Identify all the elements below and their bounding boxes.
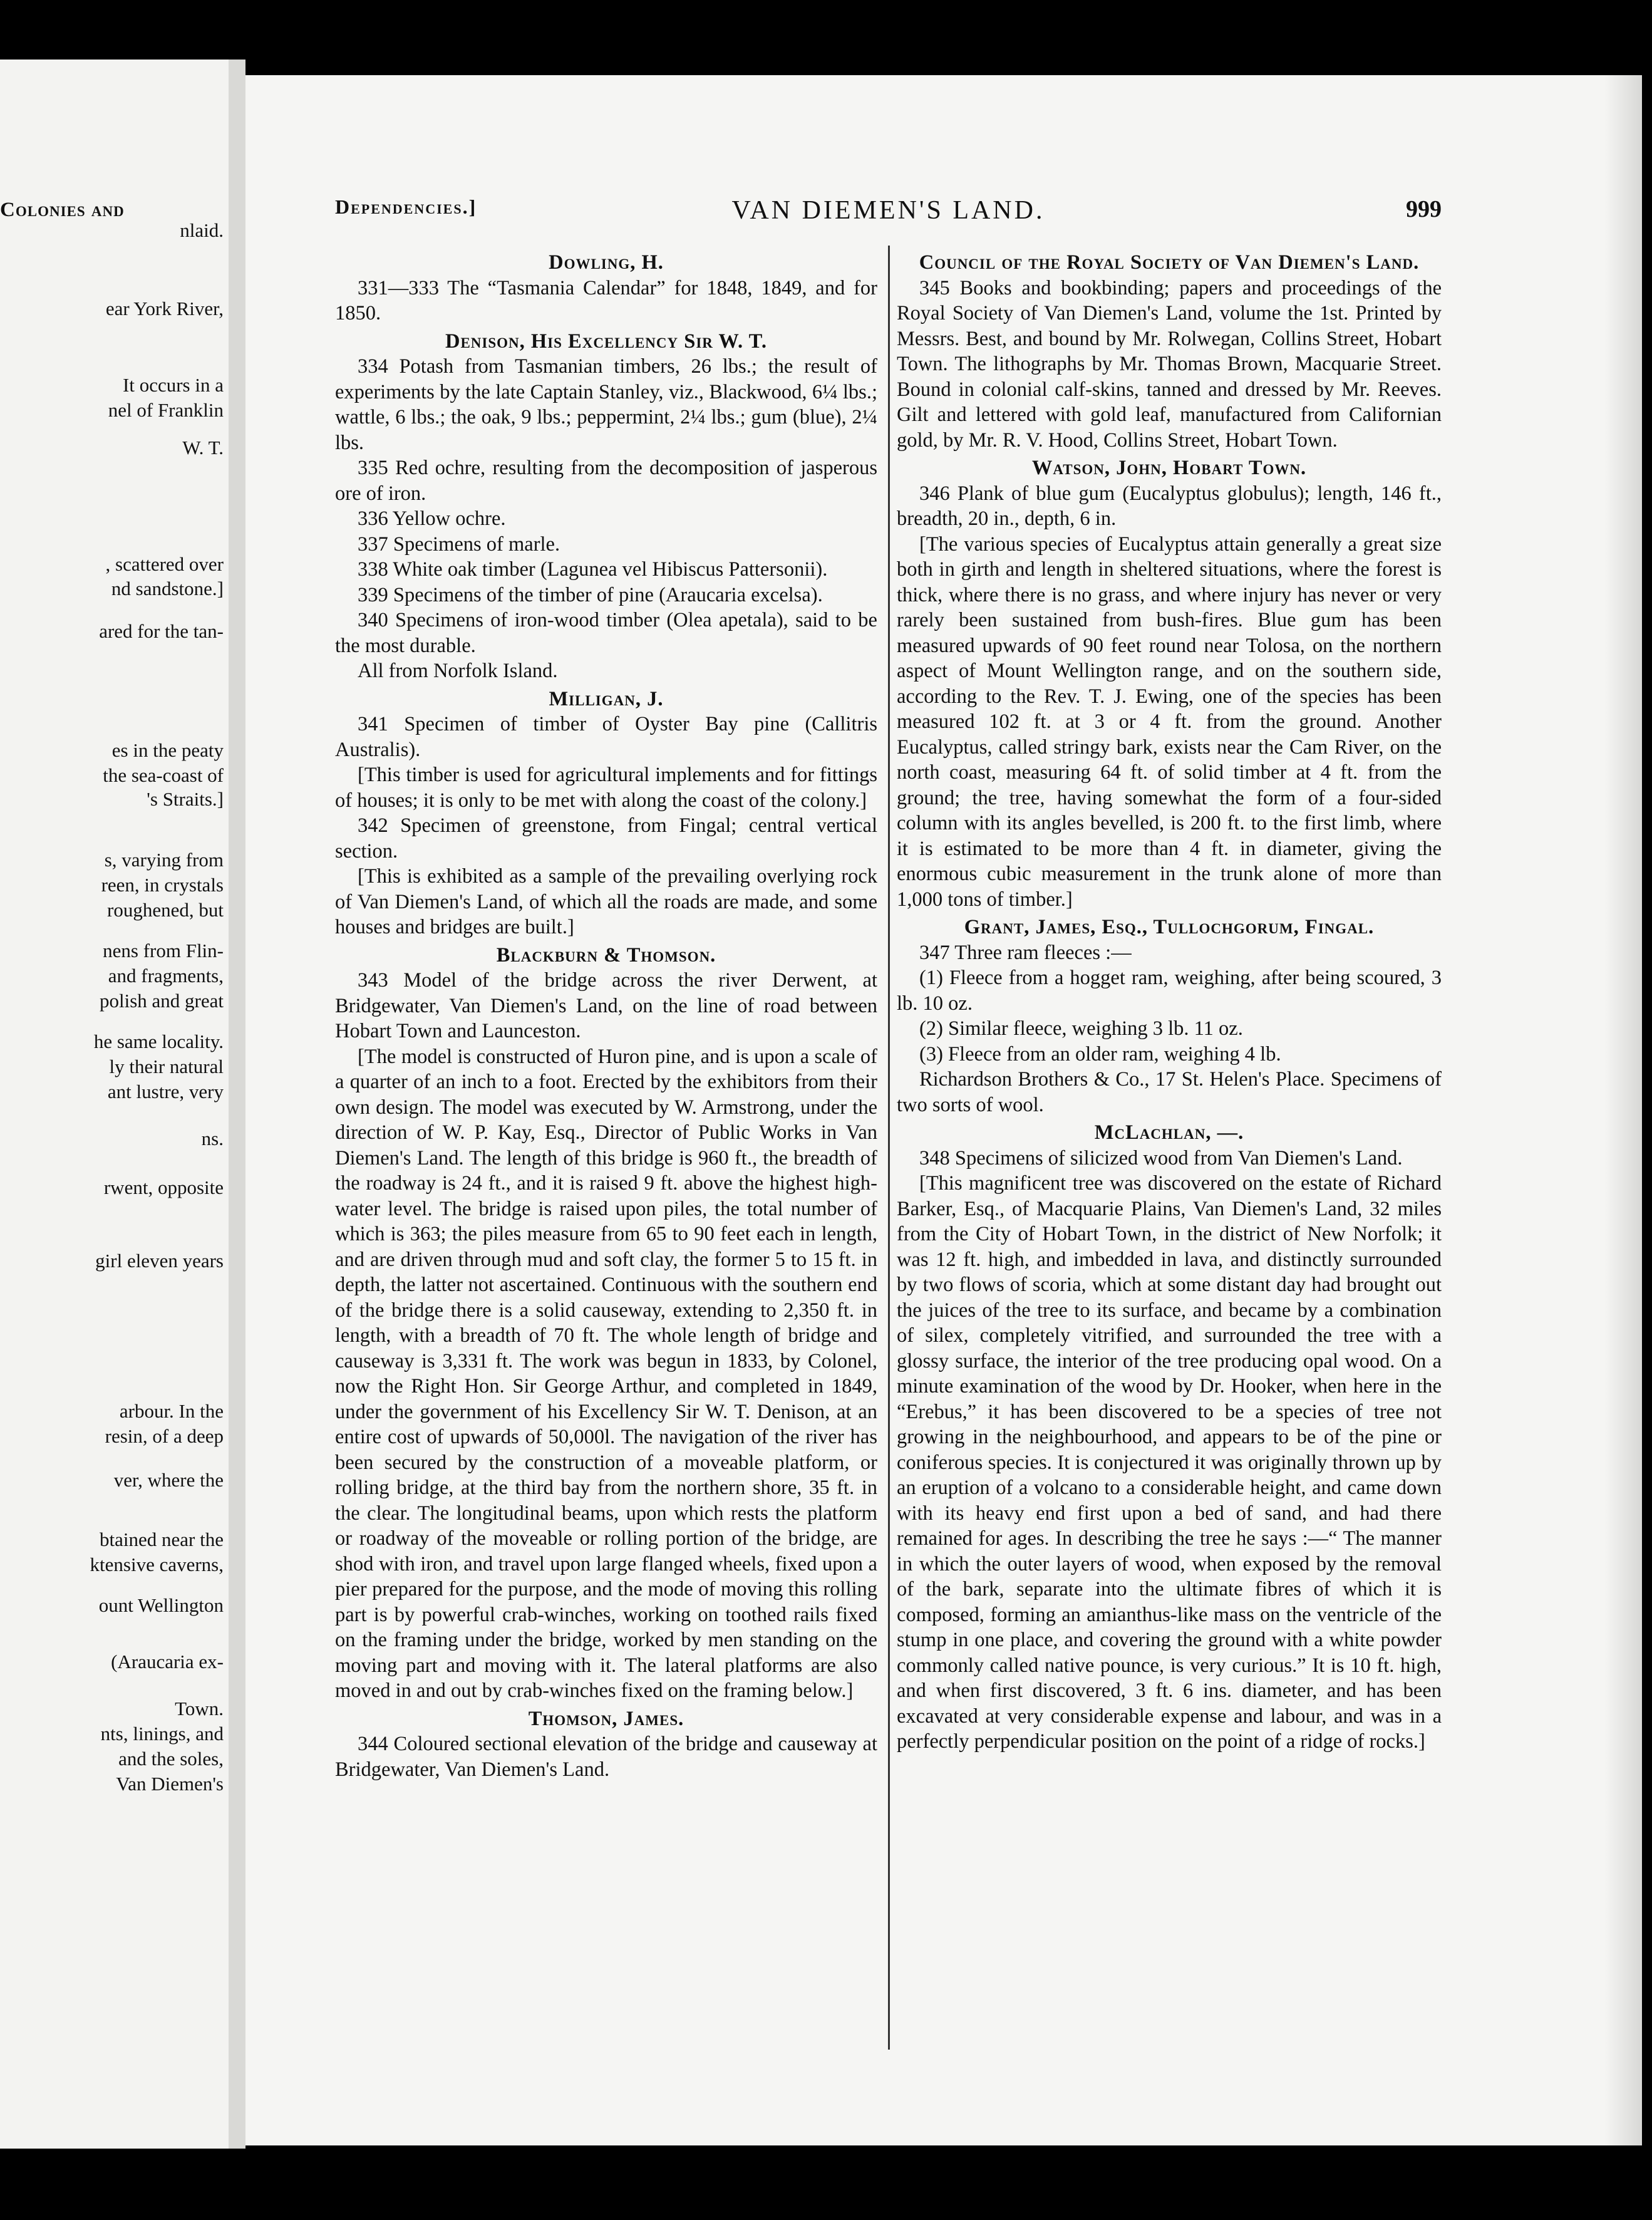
- entry-paragraph: 344 Coloured sectional elevation of the bridge and causeway at Bridgewater, Van Diemen's Land.: [335, 1733, 877, 1781]
- entry-paragraph: 342 Specimen of greenstone, from Fingal; central vertical section.: [335, 814, 877, 863]
- left-page-fragment-line: nd sandstone.]: [111, 578, 224, 599]
- left-page-fragment-line: (Araucaria ex-: [111, 1651, 224, 1673]
- left-page-fragment-line: roughened, but: [107, 899, 224, 921]
- left-page-fragment-line: Town.: [175, 1698, 224, 1719]
- entry-paragraph: 337 Specimens of marle.: [358, 532, 560, 556]
- left-page-fragment-line: nts, linings, and: [100, 1723, 224, 1745]
- left-page-fragment-line: es in the peaty: [111, 739, 224, 761]
- running-header-title: VAN DIEMEN'S LAND.: [731, 196, 1045, 225]
- left-page-fragment-line: rwent, opposite: [103, 1176, 224, 1198]
- left-page-fragment-line: ver, where the: [113, 1469, 224, 1491]
- left-page-fragment-line: resin, of a deep: [105, 1425, 224, 1447]
- left-page-fragment-line: It occurs in a: [123, 374, 224, 396]
- left-page-fragment-line: he same locality.: [93, 1030, 224, 1052]
- left-page-fragment-line: ly their natural: [109, 1056, 224, 1077]
- entry-paragraph: 331—333 The “Tasmania Calendar” for 1848, 1849, and for 1850.: [335, 276, 877, 324]
- left-page-fragment-line: , scattered over: [105, 553, 224, 575]
- entry-paragraph: 334 Potash from Tasmanian timbers, 26 lbs.; the result of experiments by the late Captain Stanley, viz., Blackwood, 6¼ lbs.; wattle, 6 lbs.; the oak, 9 lbs.; peppermint, 2¼ lbs.; gum (blue), 2¼ lbs.: [335, 355, 877, 454]
- book-gutter: [229, 60, 245, 2149]
- entry-paragraph: 338 White oak timber (Lagunea vel Hibiscus Pattersonii).: [358, 558, 828, 581]
- entry-paragraph: [The various species of Eucalyptus attain generally a great size both in girth and length in sheltered situations, where the forest is thick, where there is no grass, and where injury has never or very rarely been sustained from bush-fires. Blue gum has been measured upwards of 90 feet round near Tolosa, on the northern aspect of Mount Wellington range, and on the southern side, according to the Rev. T. J. Ewing, one of the species has been measured 102 ft. at 3 or 4 ft. from the ground. Another Eucalyptus, called stringy bark, exists near the Cam River, on the north coast, measuring 64 ft. of solid timber at 4 ft. from the ground; the tree, having somewhat the form of a four-sided column with its angles bevelled, is 200 ft. to the first limb, where it is estimated to be more than 4 ft. in diameter, giving the enormous cubic measurement in the trunk alone of more than 1,000 tons of timber.]: [897, 532, 1442, 911]
- exhibitor-heading: Thomson, James.: [528, 1707, 684, 1730]
- left-page-header: Colonies and: [0, 199, 125, 221]
- left-page-fragment-line: ns.: [201, 1128, 224, 1149]
- entry-paragraph: (3) Fleece from an older ram, weighing 4 lb.: [919, 1042, 1281, 1066]
- page-edge-shadow: [1604, 75, 1642, 2145]
- exhibitor-heading: Watson, John, Hobart Town.: [1031, 457, 1307, 479]
- exhibitor-heading: Denison, His Excellency Sir W. T.: [445, 329, 768, 353]
- page-number: 999: [1406, 196, 1442, 222]
- entry-paragraph: 336 Yellow ochre.: [358, 507, 506, 530]
- exhibitor-heading: Blackburn & Thomson.: [496, 943, 716, 967]
- left-page-fragment-line: nlaid.: [180, 219, 224, 241]
- left-page-fragment-line: and fragments,: [108, 965, 224, 987]
- left-page-fragment-line: polish and great: [99, 990, 224, 1012]
- exhibitor-heading: Council of the Royal Society of Van Diemen's Land.: [919, 251, 1420, 274]
- column-divider: [888, 246, 890, 2050]
- entry-paragraph: [This is exhibited as a sample of the prevailing overlying rock of Van Diemen's Land, of which all the roads are made, and some houses and bridges are built.]: [335, 865, 877, 938]
- right-column: [897, 247, 1442, 1755]
- left-page-fragment-line: and the soles,: [118, 1748, 224, 1770]
- left-page-fragment-line: btained near the: [100, 1528, 224, 1550]
- running-header-section: Dependencies.]: [335, 195, 477, 218]
- left-page-fragment-line: ktensive caverns,: [90, 1553, 224, 1575]
- entry-paragraph: 339 Specimens of the timber of pine (Araucaria excelsa).: [358, 583, 823, 606]
- entry-paragraph: All from Norfolk Island.: [358, 660, 558, 682]
- entry-paragraph: Richardson Brothers & Co., 17 St. Helen's Place. Specimens of two sorts of wool.: [897, 1068, 1442, 1116]
- entry-paragraph: 340 Specimens of iron-wood timber (Olea apetala), said to be the most durable.: [335, 609, 877, 657]
- left-page-fragment-line: nens from Flin-: [103, 940, 224, 962]
- left-page-fragment-line: ount Wellington: [98, 1594, 224, 1616]
- entry-paragraph: 343 Model of the bridge across the river Derwent, at Bridgewater, Van Diemen's Land, on the line of road between Hobart Town and Launceston.: [335, 969, 877, 1042]
- entry-paragraph: 335 Red ochre, resulting from the decomposition of jasperous ore of iron.: [335, 457, 877, 505]
- entry-paragraph: 348 Specimens of silicized wood from Van Diemen's Land.: [919, 1146, 1403, 1170]
- entry-paragraph: [This magnificent tree was discovered on the estate of Richard Barker, Esq., of Macquarie Plains, Van Diemen's Land, 32 miles from the City of Hobart Town, in the district of New Norfolk; it was 12 ft. high, and imbedded in lava, and distinctly surrounded by two flows of scoria, which at some distant day had brought out the juices of the tree to its surface, and became by a combination of silex, completely vitrified, and surrounded the tree with a glossy surface, the interior of the tree producing opal wood. On a minute examination of the wood by Dr. Hooker, when here in the “Erebus,” it has been discovered to be a species of tree not growing in the neighbourhood, and appears to be of the pine or coniferous species. It is conjectured it was originally thrown up by an eruption of a volcano to a considerable height, and came down with its heavy end first upon a bed of sand, and had there remained for ages. In describing the tree he says :—“ The manner in which the outer layers of wood, when exposed by the removal of the bark, separate into the ultimate fibres of which it is composed, forming an amianthus-like mass on the ventricle of the stump in one place, and covering the ground with a white powder commonly called native pounce, is very curious.” It is 10 ft. high, and when first discovered, 3 ft. 6 ins. diameter, and has been excavated at very considerable expense and labour, and was in a perfectly perpendicular position on the point of a ridge of rocks.]: [897, 1172, 1442, 1753]
- exhibitor-heading: McLachlan, —.: [1094, 1121, 1244, 1144]
- exhibitor-heading: Grant, James, Esq., Tullochgorum, Fingal.: [964, 916, 1375, 938]
- exhibitor-heading: Milligan, J.: [549, 687, 664, 710]
- entry-paragraph: (2) Similar fleece, weighing 3 lb. 11 oz.: [919, 1017, 1243, 1040]
- entry-paragraph: (1) Fleece from a hogget ram, weighing, after being scoured, 3 lb. 10 oz.: [897, 967, 1442, 1015]
- left-page-fragment-line: girl eleven years: [95, 1250, 224, 1272]
- left-page-fragment-line: ear York River,: [105, 298, 224, 319]
- left-column: [335, 247, 877, 1782]
- left-page-fragment-line: ant lustre, very: [107, 1081, 224, 1102]
- left-page-fragment-line: s, varying from: [104, 849, 224, 871]
- entry-paragraph: 346 Plank of blue gum (Eucalyptus globulus); length, 146 ft., breadth, 20 in., depth, 6 in.: [897, 482, 1442, 530]
- entry-paragraph: [The model is constructed of Huron pine, and is upon a scale of a quarter of an inch to a foot. Erected by the exhibitors from their own design. The model was executed by W. Armstrong, under the direction of W. P. Kay, Esq., Director of Public Works in Van Diemen's Land. The length of this bridge is 960 ft., the breadth of the roadway is 24 ft., and it is raised 9 ft. above the highest high-water level. The bridge is raised upon piles, the total number of which is 363; the piles measure from 65 to 90 feet each in length, and are driven through mud and soft clay, the former 5 to 15 ft. in depth, the latter not ascertained. Continuous with the southern end of the bridge there is a solid causeway, extending to 2,350 ft. in length, with a breadth of 70 ft. The whole length of bridge and causeway is 3,331 ft. The work was begun in 1833, by Colonel, now the Right Hon. Sir George Arthur, and completed in 1849, under the government of his Excellency Sir W. T. Denison, at an entire cost of upwards of 50,000l. The navigation of the river has been secured by the construction of a moveable platform, or rolling bridge, at the third bay from the northern shore, 35 ft. in the clear. The longitudinal beams, upon which rests the platform or roadway of the moveable or rolling portion of the bridge, are shod with iron, and travel upon large flanged wheels, fixed upon a pier prepared for the purpose, and the mode of moving this rolling part is by powerful crab-winches, working on toothed rails fixed on the framing under the bridge, worked by men standing on the moving part and moving with it. The lateral platforms are also moved in and out by crab-winches fixed on the framing below.]: [335, 1045, 877, 1702]
- left-page-fragment-line: ared for the tan-: [99, 620, 224, 642]
- entry-paragraph: 347 Three ram fleeces :—: [919, 941, 1132, 964]
- exhibitor-heading: Dowling, H.: [549, 251, 664, 274]
- left-page-fragment-line: arbour. In the: [119, 1400, 224, 1422]
- running-header: [335, 195, 1442, 230]
- entry-paragraph: 345 Books and bookbinding; papers and proceedings of the Royal Society of Van Diemen's Land, volume the 1st. Printed by Messrs. Best, and bound by Mr. Rolwegan, Collins Street, Hobart Town. The lithographs by Mr. Thomas Brown, Macquarie Street. Bound in colonial calf-skins, tanned and dressed by Mr. Reeves. Gilt and lettered with gold leaf, manufactured from Californian gold, by Mr. R. V. Hood, Collins Street, Hobart Town.: [897, 276, 1442, 452]
- left-page-fragment-line: reen, in crystals: [101, 874, 224, 896]
- left-page-fragment-line: W. T.: [182, 437, 224, 459]
- entry-paragraph: [This timber is used for agricultural implements and for fittings of houses; it is only to be met with along the coast of the colony.]: [335, 764, 877, 812]
- entry-paragraph: 341 Specimen of timber of Oyster Bay pine (Callitris Australis).: [335, 713, 877, 761]
- left-page-fragment: [0, 60, 229, 2149]
- left-page-fragment-line: nel of Franklin: [108, 399, 224, 421]
- left-page-fragment-line: 's Straits.]: [147, 788, 224, 810]
- left-page-fragment-line: Van Diemen's: [116, 1773, 224, 1795]
- left-page-fragment-line: the sea-coast of: [103, 764, 224, 786]
